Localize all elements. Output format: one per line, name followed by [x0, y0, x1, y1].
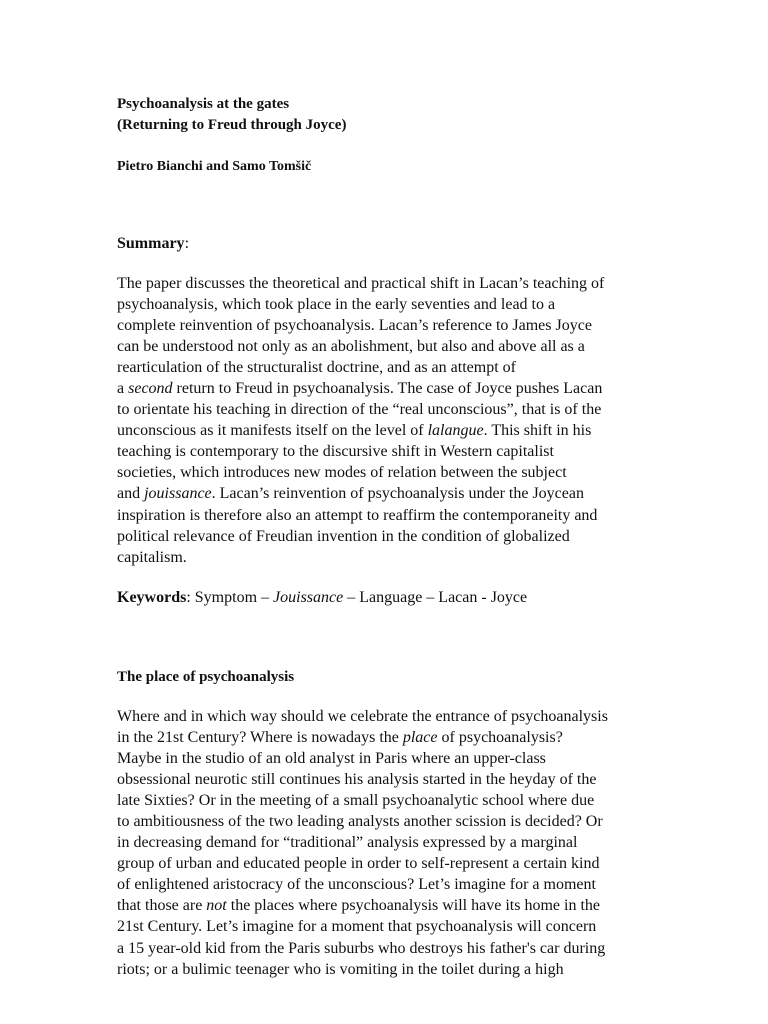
paragraph-line: teaching is contemporary to the discursive shift in Western capitalist: [117, 443, 554, 461]
paragraph-line: psychoanalysis, which took place in the early seventies and lead to a: [117, 296, 556, 314]
paragraph-line: unconscious as it manifests itself on the level of lalangue. This shift in his: [117, 422, 592, 440]
keywords-label: Keywords: [117, 589, 187, 606]
paragraph-line: 21st Century. Let’s imagine for a moment that psychoanalysis will concern: [117, 918, 597, 936]
title-line-1: Psychoanalysis at the gates: [117, 96, 290, 112]
paragraph-line: to orientate his teaching in direction of the “real unconscious”, that is of the: [117, 401, 602, 419]
paragraph-line: The paper discusses the theoretical and practical shift in Lacan’s teaching of: [117, 275, 605, 292]
section-paragraph: [117, 706, 677, 980]
paragraph-line: and jouissance. Lacan’s reinvention of psychoanalysis under the Joycean: [117, 485, 584, 503]
summary-heading: [117, 233, 189, 254]
paragraph-line: to ambitiousness of the two leading analysts another scission is decided? Or: [117, 813, 603, 831]
paragraph-line: a second return to Freud in psychoanalysis. The case of Joyce pushes Lacan: [117, 380, 603, 398]
title-line-2: (Returning to Freud through Joyce): [117, 117, 347, 133]
paragraph-line: in decreasing demand for “traditional” analysis expressed by a marginal: [117, 834, 578, 852]
paper-title: [117, 94, 346, 136]
paragraph-line: riots; or a bulimic teenager who is vomiting in the toilet during a high: [117, 960, 564, 978]
summary-heading-label: Summary: [117, 235, 185, 252]
paragraph-line: complete reinvention of psychoanalysis. Lacan’s reference to James Joyce: [117, 317, 592, 335]
paragraph-line: inspiration is therefore also an attempt to reaffirm the contemporaneity and: [117, 506, 598, 524]
section-heading: The place of psychoanalysis: [117, 669, 295, 685]
paragraph-line: of enlightened aristocracy of the unconscious? Let’s imagine for a moment: [117, 876, 596, 894]
summary-heading-colon: :: [184, 235, 190, 252]
keywords: Keywords: Symptom – Jouissance – Language – Lacan - Joyce: [117, 589, 528, 606]
paragraph-line: that those are not the places where psychoanalysis will have its home in the: [117, 897, 600, 915]
paragraph-line: capitalism.: [117, 548, 187, 566]
authors: Pietro Bianchi and Samo Tomšič: [117, 159, 312, 174]
paragraph-line: can be understood not only as an abolishment, but also and above all as a: [117, 338, 585, 356]
paragraph-line: societies, which introduces new modes of relation between the subject: [117, 464, 567, 482]
paragraph-line: late Sixties? Or in the meeting of a small psychoanalytic school where due: [117, 792, 595, 810]
paragraph-line: Maybe in the studio of an old analyst in Paris where an upper-class: [117, 750, 546, 768]
paragraph-line: political relevance of Freudian invention in the condition of globalized: [117, 527, 570, 545]
paragraph-line: a 15 year-old kid from the Paris suburbs who destroys his father's car during: [117, 939, 606, 957]
paragraph-line: rearticulation of the structuralist doctrine, and as an attempt of: [117, 359, 516, 377]
paragraph-line: obsessional neurotic still continues his analysis started in the heyday of the: [117, 771, 597, 789]
paragraph-line: Where and in which way should we celebrate the entrance of psychoanalysis: [117, 708, 608, 725]
paragraph-line: group of urban and educated people in order to self-represent a certain kind: [117, 855, 600, 873]
summary-paragraph: [117, 273, 677, 568]
paragraph-line: in the 21st Century? Where is nowadays the place of psychoanalysis?: [117, 729, 563, 747]
